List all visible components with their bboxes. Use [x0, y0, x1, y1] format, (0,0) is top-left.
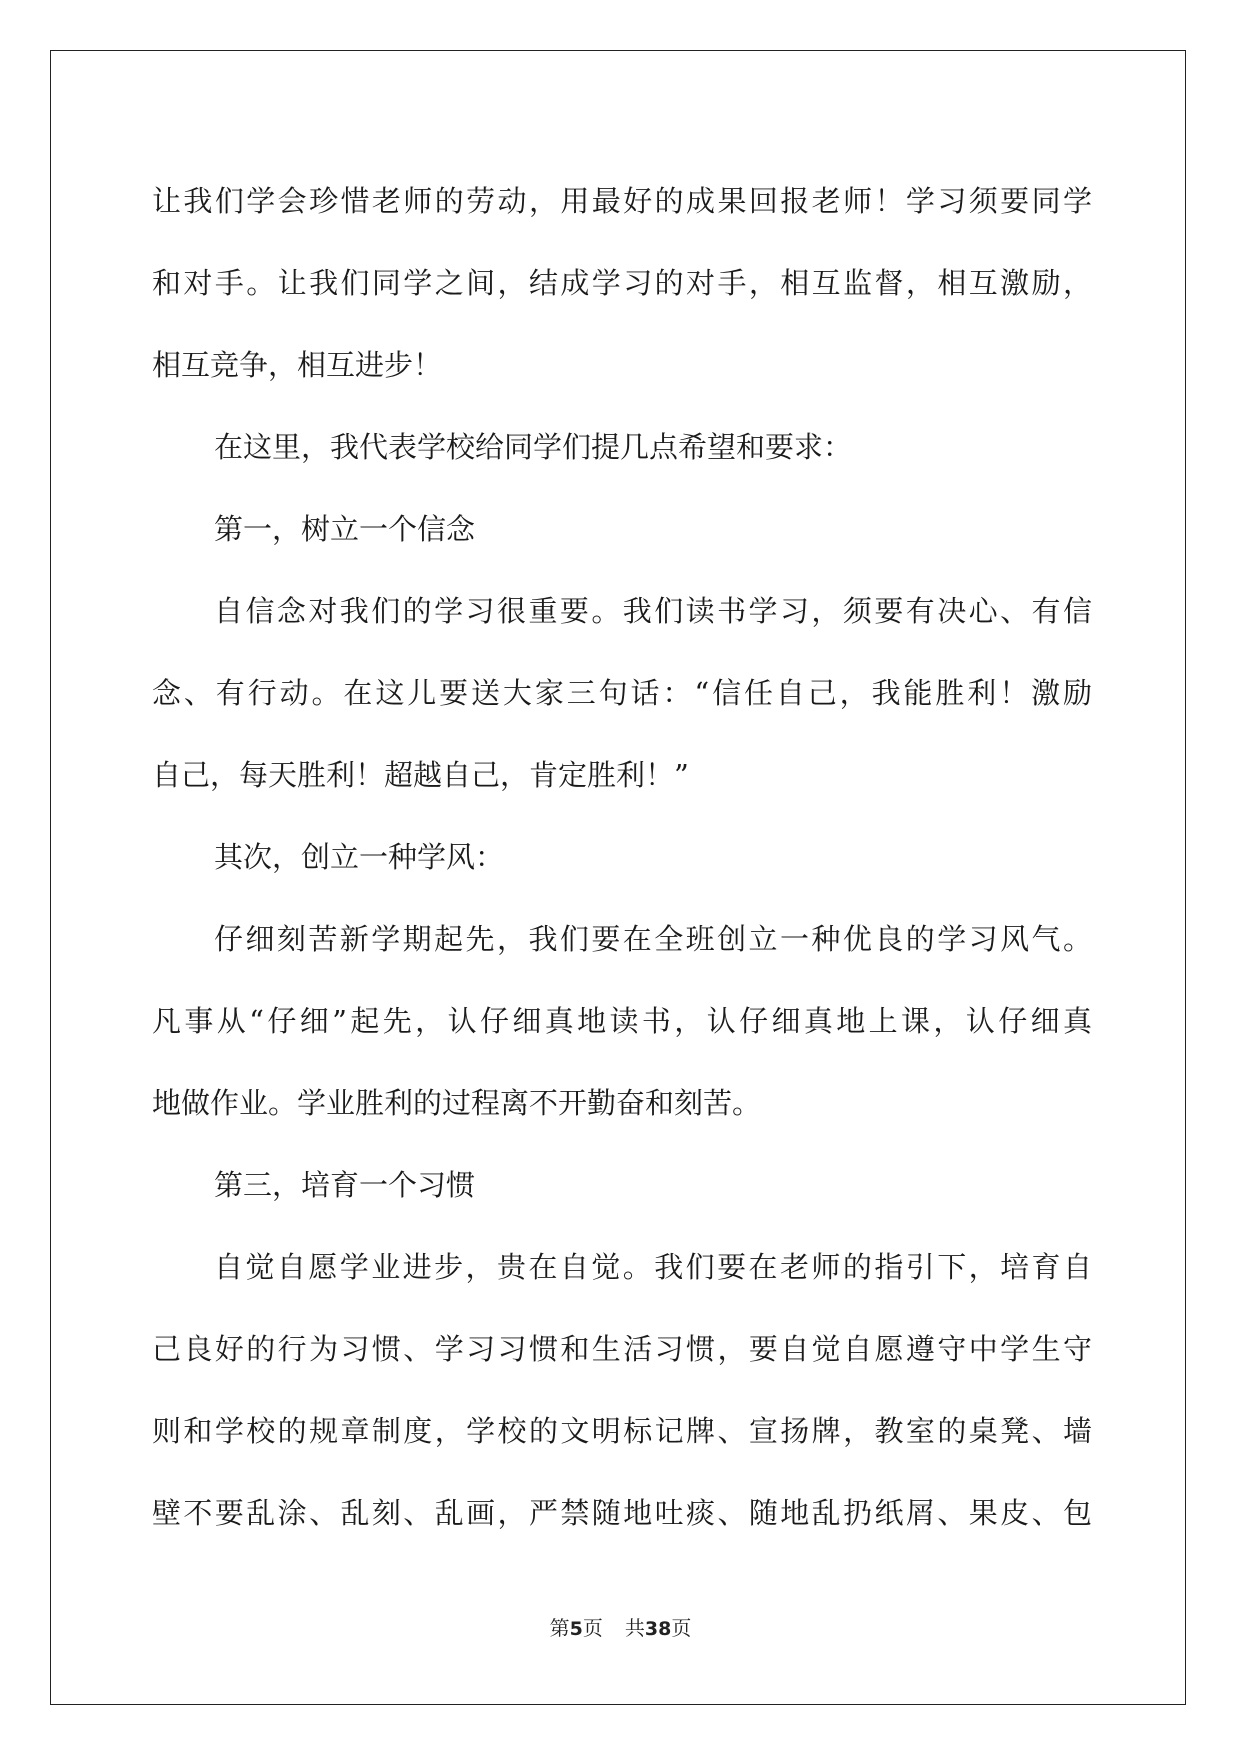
text-line: 壁不要乱涂、乱刻、乱画，严禁随地吐痰、随地乱扔纸屑、果皮、包: [152, 1496, 1092, 1530]
text-line: 己良好的行为习惯、学习习惯和生活习惯，要自觉自愿遵守中学生守: [152, 1332, 1092, 1366]
section-heading: [152, 1144, 1092, 1226]
section-heading: [152, 488, 1092, 570]
total-suffix: 页: [671, 1616, 692, 1640]
text-line: 相互竞争，相互进步！: [152, 348, 443, 382]
text-line: 让我们学会珍惜老师的劳动，用最好的成果回报老师！学习须要同学: [152, 184, 1092, 218]
page-footer: [0, 1612, 1241, 1641]
text-line: 自觉自愿学业进步，贵在自觉。我们要在老师的指引下，培育自: [214, 1250, 1092, 1284]
text-line: 念、有行动。在这儿要送大家三句话：“信任自己，我能胜利！激励: [152, 676, 1092, 710]
text-line: 其次，创立一种学风：: [214, 840, 505, 874]
total-prefix: 共: [624, 1616, 645, 1640]
section-heading: [152, 816, 1092, 898]
document-body: [152, 160, 1092, 1554]
paragraph: [152, 160, 1092, 406]
text-line: 在这里，我代表学校给同学们提几点希望和要求：: [214, 430, 853, 464]
total-pages: 38: [644, 1618, 672, 1640]
paragraph: [152, 570, 1092, 816]
text-line: 仔细刻苦新学期起先，我们要在全班创立一种优良的学习风气。: [214, 922, 1092, 956]
text-line: 凡事从“仔细”起先，认仔细真地读书，认仔细真地上课，认仔细真: [152, 1004, 1092, 1038]
page-number: 5: [569, 1618, 583, 1640]
text-line: 自己，每天胜利！超越自己，肯定胜利！”: [152, 758, 689, 792]
paragraph: [152, 898, 1092, 1144]
text-line: 第三，培育一个习惯: [214, 1168, 476, 1202]
page-prefix: 第: [549, 1616, 570, 1640]
text-line: 地做作业。学业胜利的过程离不开勤奋和刻苦。: [152, 1086, 762, 1120]
text-line: 则和学校的规章制度，学校的文明标记牌、宣扬牌，教室的桌凳、墙: [152, 1414, 1092, 1448]
paragraph: [152, 1226, 1092, 1554]
text-line: 和对手。让我们同学之间，结成学习的对手，相互监督，相互激励，: [152, 266, 1092, 300]
paragraph: [152, 406, 1092, 488]
text-line: 自信念对我们的学习很重要。我们读书学习，须要有决心、有信: [214, 594, 1092, 628]
page-suffix: 页: [582, 1616, 603, 1640]
text-line: 第一，树立一个信念: [214, 512, 476, 546]
